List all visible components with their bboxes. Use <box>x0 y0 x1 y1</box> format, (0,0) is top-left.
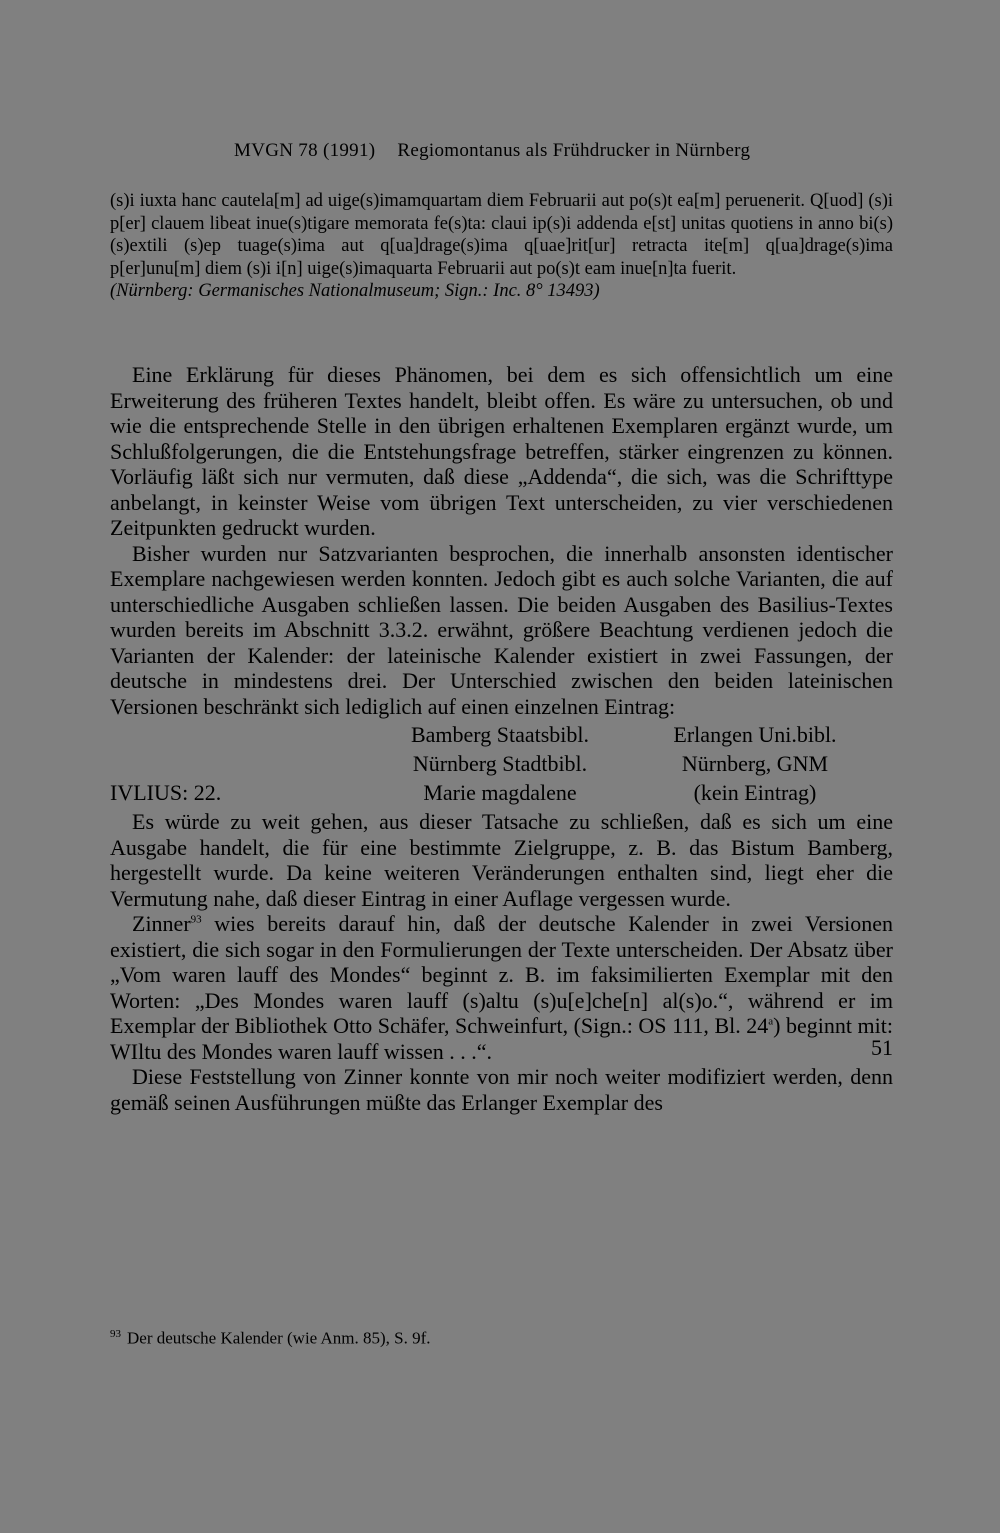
running-header <box>234 140 794 162</box>
text-run: wies bereits darauf hin, daß der deutsche Kalender in zwei Versionen existiert, die sich sogar in den Formulierungen der Texte unterscheiden. Der Absatz über „Vom waren lauff des Mondes“ beginnt z. B. im faksimilierten Exemplar mit den Worten: „Des Mondes waren lauff (s)altu (s)u[e]che[n] al(s)o.“, während er im Exemplar der Bibliothek Otto Schäfer, Schweinfurt, (Sign.: OS 111, Bl. 24 <box>110 911 893 1038</box>
paragraph: Eine Erklärung für dieses Phänomen, bei dem es sich offensichtlich um eine Erweiterung des früheren Textes handelt, bleibt offen. Es wäre zu untersuchen, ob und wie die entsprechende Stelle in den übrigen erhaltenen Exemplaren ergänzt wurde, um Schlußfolgerungen, die die Entstehungsfrage betreffen, stärker eingrenzen zu können. Vorläufig läßt sich nur vermuten, daß diese „Addenda“, die sich, was die Schrifttype anbelangt, in keinster Weise vom übrigen Text unterscheiden, zu vier verschiedenen Zeitpunkten gedruckt wurden. <box>110 362 893 540</box>
paragraph: Es würde zu weit gehen, aus dieser Tatsache zu schließen, daß es sich um eine Ausgabe handelt, die für eine bestimmte Zielgruppe, z. B. das Bistum Bamberg, hergestellt wurde. Da keine weiteren Veränderungen enthalten sind, liegt eher die Vermutung nahe, daß dieser Eintrag in einer Auflage vergessen wurde. <box>110 809 893 911</box>
table-cell: Bamberg Staatsbibl. <box>410 722 590 747</box>
latin-quotation <box>110 190 893 303</box>
main-text <box>110 362 893 1115</box>
table-cell: Nürnberg Stadtbibl. <box>412 751 588 776</box>
article-title: Regiomontanus als Frühdrucker in Nürnberg <box>397 140 751 161</box>
footnote-text: Der deutsche Kalender (wie Anm. 85), S. 9f. <box>127 1328 431 1348</box>
journal-reference: MVGN 78 (1991) <box>234 140 376 161</box>
footnote-reference: 93 <box>190 913 202 926</box>
footnote <box>110 1328 893 1349</box>
paragraph: Diese Feststellung von Zinner konnte von mir noch weiter modifiziert werden, denn gemäß seinen Ausführungen müßte das Erlanger Exemplar des <box>110 1064 893 1115</box>
table-cell: Marie magdalene <box>423 780 577 805</box>
variant-table <box>110 720 893 805</box>
table-cell: IVLIUS: 22. <box>110 780 222 805</box>
table-cell: (kein Eintrag) <box>693 780 817 805</box>
page-number: 51 <box>871 1035 893 1060</box>
paragraph <box>110 911 893 1064</box>
text-run: Zinner <box>132 911 191 936</box>
superscript: a <box>768 1015 774 1028</box>
footnote-mark: 93 <box>110 1328 121 1340</box>
latin-quote-text: (s)i iuxta hanc cautela[m] ad uige(s)imamquartam diem Februarii aut po(s)t ea[m] peruenerit. Q[uod] (s)i p[er] clauem libeat inue(s)tigare memorata fe(s)ta: claui ip(s)i addenda e[st] unitas quotiens in anno bi(s)(s)extili (s)ep tuage(s)ima aut q[ua]drage(s)ima q[uae]rit[ur] retracta ite[m] q[ua]drage(s)ima p[er]unu[m] diem (s)i i[n] uige(s)imaquarta Februarii aut po(s)t eam inue[n]ta fuerit. <box>110 191 893 279</box>
quote-source: (Nürnberg: Germanisches Nationalmuseum; Sign.: Inc. 8° 13493) <box>110 281 600 302</box>
table-cell: Erlangen Uni.bibl. <box>673 722 837 747</box>
text-run: ) beginnt mit: WIltu des Mondes waren lauff wissen . . .“. <box>110 1013 893 1064</box>
paragraph: Bisher wurden nur Satzvarianten besprochen, die innerhalb ansonsten identischer Exemplare nachgewiesen werden konnten. Jedoch gibt es auch solche Varianten, die auf unterschiedliche Ausgaben schließen lassen. Die beiden Ausgaben des Basilius-Textes wurden bereits im Abschnitt 3.3.2. erwähnt, größere Beachtung verdienen jedoch die Varianten der Kalender: der lateinische Kalender existiert in zwei Fassungen, der deutsche in mindestens drei. Der Unterschied zwischen den beiden lateinischen Versionen beschränkt sich lediglich auf einen einzelnen Eintrag: <box>110 540 893 719</box>
table-cell: Nürnberg, GNM <box>681 751 829 776</box>
